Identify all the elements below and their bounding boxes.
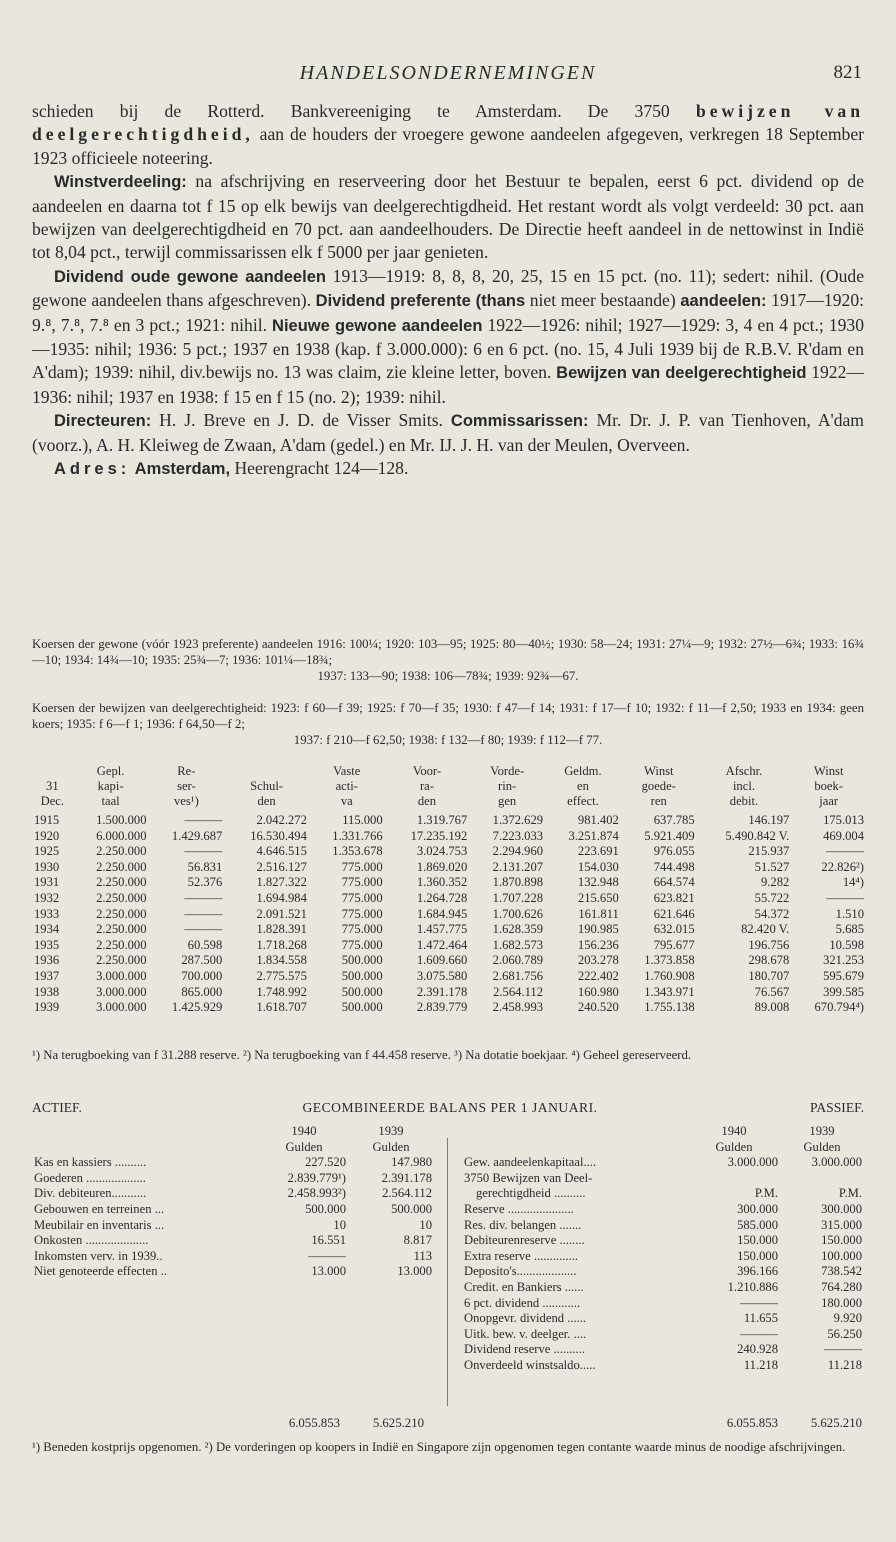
- table-cell: 1915: [34, 813, 60, 827]
- balance-value: 56.250: [827, 1326, 862, 1341]
- table-cell: 2.294.960: [492, 844, 544, 859]
- table-cell: 240.520: [577, 1000, 619, 1015]
- history-column-header: Winst boek- jaar: [813, 764, 844, 808]
- table-cell: ———: [184, 890, 223, 905]
- table-cell: ———: [184, 844, 223, 859]
- balance-label: Reserve .....................: [464, 1201, 574, 1216]
- balance-label: Goederen ...................: [34, 1170, 146, 1185]
- table-cell: 1920: [34, 828, 60, 843]
- table-cell: 10.598: [829, 937, 864, 952]
- table-cell: 132.948: [577, 875, 619, 890]
- table-cell: 2.042.272: [256, 813, 307, 827]
- table-cell: 1.869.020: [416, 859, 468, 874]
- table-cell: 1.472.464: [416, 937, 468, 952]
- table-cell: 1931: [34, 875, 60, 890]
- table-cell: 287.500: [181, 953, 223, 968]
- table-cell: 115.000: [342, 813, 383, 827]
- koersen-bewijzen: Koersen der bewijzen van deelgerechtigheid: 1923: f 60—f 39; 1925: f 70—f 35; 1930: f 47—f 14; 1931: f 17—f 10; 1932: f 11—f 2,50; 1933 en 1934: geen koers; 1935: f 6—f 1; 1936: f 64,50—f 2; 1937: f 210—f 62,50; 1938: f 132—f 80; 1939: f 112—f 77.: [32, 701, 864, 748]
- balance-value: 150.000: [821, 1233, 862, 1248]
- balance-row: [32, 1186, 434, 1202]
- balance-row: [462, 1155, 864, 1171]
- table-cell: 190.985: [577, 922, 619, 937]
- table-cell: 500.000: [341, 984, 383, 999]
- table-cell: 1.870.898: [492, 875, 544, 890]
- table-cell: 60.598: [187, 937, 223, 952]
- table-cell: 664.574: [653, 875, 695, 890]
- table-cell: 1.748.992: [256, 984, 307, 999]
- balance-value: 180.000: [821, 1295, 862, 1310]
- paragraph-dividend: Dividend oude gewone aandeelen 1913—1919: 8, 8, 8, 20, 25, 15 en 15 pct. (no. 11); sedert: nihil. (Oude gewone aandeelen thans afgeschreven). Dividend preferente (thans niet meer bestaande) aandeelen: 1917—1920: 9.⁸, 7.⁸, 7.⁸ en 3 pct.; 1921: nihil. Nieuwe gewone aandeelen 1922—1926: nihil; 1927—1929: 3, 4 en 4 pct.; 1930—1935: nihil; 1936: 5 pct.; 1937 en 1938 (kap. f 3.000.000): 6 en 6 pct. (no. 15, 4 Juli 1939 bij de R.B.V. R'dam en A'dam); 1939: nihil, div.bewijs no. 13 was claim, zie kleine letter, boven. Bewijzen van deelgerechtigheid 1922—1936: nihil; 1937 en 1938: f 15 en f 15 (no. 2); 1939: nihil.: [32, 265, 865, 407]
- table-cell: 775.000: [341, 875, 383, 890]
- table-cell: ———: [184, 922, 223, 937]
- balance-value: ———: [740, 1326, 778, 1341]
- table-cell: 775.000: [341, 890, 383, 905]
- table-cell: 775.000: [341, 937, 383, 952]
- table-cell: 146.197: [748, 813, 790, 827]
- balance-row: [32, 1171, 434, 1187]
- balance-value: P.M.: [838, 1186, 862, 1201]
- balance-value: [780, 1171, 864, 1187]
- balance-label: gerechtigdheid ..........: [476, 1186, 586, 1201]
- balance-label: Div. debiteuren...........: [34, 1186, 147, 1201]
- balance-row: [462, 1311, 864, 1327]
- table-cell: 2.458.993: [492, 1000, 544, 1015]
- balance-label: Res. div. belangen .......: [464, 1217, 582, 1232]
- balance-value: 11.218: [743, 1357, 778, 1372]
- balance-row: [462, 1186, 864, 1202]
- balance-value: 10: [419, 1217, 432, 1232]
- table-cell: 17.235.192: [410, 828, 468, 843]
- balance-value: 2.458.993²): [287, 1186, 346, 1201]
- balance-value: 500.000: [305, 1201, 346, 1216]
- balance-row: [462, 1342, 864, 1358]
- history-column-header: Voor- ra- den: [412, 764, 442, 808]
- table-row: [32, 985, 866, 1001]
- table-cell: 700.000: [181, 968, 223, 983]
- paragraph-directie: Directeuren: H. J. Breve en J. D. de Visser Smits. Commissarissen: Mr. Dr. J. P. van Tienhoven, A'dam (voorz.), A. H. Kleiweg de Zwaan, A'dam (gedel.) en Mr. IJ. J. H. van der Meulen, Overveen.: [32, 410, 864, 455]
- balance-label: Niet genoteerde effecten ..: [34, 1264, 167, 1279]
- table-cell: 1.510: [835, 906, 864, 921]
- balance-value: [688, 1171, 780, 1187]
- total-actief-1940: 6.055.853: [288, 1416, 340, 1430]
- table-cell: 623.821: [653, 890, 695, 905]
- balance-label: Kas en kassiers ..........: [34, 1155, 147, 1170]
- balance-value: 227.520: [305, 1155, 346, 1170]
- balance-value: 8.817: [403, 1233, 432, 1248]
- balance-row: [462, 1202, 864, 1218]
- history-table: [32, 764, 866, 1016]
- balance-value: 764.280: [821, 1279, 862, 1294]
- table-cell: 223.691: [577, 844, 619, 859]
- table-cell: 1935: [34, 937, 60, 952]
- table-cell: 52.376: [187, 875, 223, 890]
- table-cell: 321.253: [823, 953, 864, 968]
- table-cell: 469.004: [823, 828, 864, 843]
- unit-header-row: Gulden Gulden: [715, 1139, 841, 1154]
- table-cell: 2.091.521: [256, 906, 307, 921]
- table-cell: 500.000: [341, 953, 383, 968]
- history-column-header: Schul- den: [250, 779, 284, 808]
- table-cell: 1.429.687: [171, 828, 223, 843]
- table-cell: 2.775.575: [256, 968, 307, 983]
- balance-actief: [32, 1124, 434, 1280]
- table-cell: 5.685: [835, 922, 864, 937]
- table-row: [32, 829, 866, 845]
- balance-value: 3.000.000: [811, 1155, 862, 1170]
- table-row: [32, 953, 866, 969]
- table-cell: 215.650: [577, 890, 619, 905]
- table-cell: 981.402: [577, 813, 619, 827]
- table-cell: 1.264.728: [416, 890, 468, 905]
- table-cell: 196.756: [748, 937, 790, 952]
- table-cell: 51.527: [754, 859, 790, 874]
- table-cell: 16.530.494: [250, 828, 307, 843]
- balance-value: ———: [824, 1342, 862, 1357]
- table-row: [32, 813, 866, 829]
- history-column-header: Gepl. kapi- taal: [96, 764, 125, 808]
- balance-value: P.M.: [754, 1186, 778, 1201]
- table-row: [32, 907, 866, 923]
- table-cell: 1930: [34, 859, 60, 874]
- balance-value: 2.564.112: [382, 1186, 432, 1201]
- balance-row: [462, 1249, 864, 1265]
- table-cell: ———: [184, 906, 223, 921]
- balance-label: Dividend reserve ..........: [464, 1342, 586, 1357]
- history-column-header: Geldm. en effect.: [564, 764, 602, 808]
- balance-value: 315.000: [821, 1217, 862, 1232]
- balance-value: 396.166: [737, 1264, 778, 1279]
- passief-label: PASSIEF.: [810, 1100, 864, 1115]
- total-passief-1939: 5.625.210: [810, 1416, 862, 1430]
- table-cell: 2.060.789: [492, 953, 544, 968]
- table-cell: 2.250.000: [96, 953, 147, 968]
- balance-value: ———: [740, 1295, 778, 1310]
- balance-label: Uitk. bew. v. deelger. ....: [464, 1326, 587, 1341]
- table-cell: 2.250.000: [96, 922, 147, 937]
- total-passief-1940: 6.055.853: [726, 1416, 778, 1430]
- table-cell: 1.684.945: [416, 906, 468, 921]
- table-cell: 775.000: [341, 922, 383, 937]
- table-cell: 399.585: [823, 984, 864, 999]
- table-row: [32, 938, 866, 954]
- table-cell: 55.722: [754, 890, 790, 905]
- table-cell: 1.425.929: [171, 1000, 223, 1015]
- balance-label: Onverdeeld winstsaldo.....: [464, 1357, 596, 1372]
- table-cell: 595.679: [823, 968, 864, 983]
- paragraph-bewijzen: schieden bij de Rotterd. Bankvereeniging te Amsterdam. De 3750 bewijzen van deelgerechtigdheid, aan de houders der vroegere gewone aandeelen afgegeven, verkregen 18 September 1923 officieele noteering.: [32, 101, 864, 168]
- table-cell: 3.024.753: [416, 844, 468, 859]
- table-cell: 500.000: [341, 968, 383, 983]
- history-header-row: [32, 764, 866, 809]
- balance-value: 11.655: [743, 1311, 778, 1326]
- table-cell: 1933: [34, 906, 60, 921]
- balance-row: [462, 1233, 864, 1249]
- table-cell: 2.250.000: [96, 844, 147, 859]
- balance-row: [32, 1264, 434, 1280]
- balance-value: 300.000: [737, 1201, 778, 1216]
- table-cell: 1.457.775: [416, 922, 468, 937]
- balance-value: 100.000: [821, 1248, 862, 1263]
- balance-row: [462, 1218, 864, 1234]
- table-cell: 7.223.033: [492, 828, 544, 843]
- balance-value: 113: [413, 1248, 432, 1263]
- balance-row: [32, 1218, 434, 1234]
- table-cell: 1.319.767: [416, 813, 468, 827]
- table-cell: ———: [826, 844, 864, 859]
- table-cell: 1.700.626: [492, 906, 544, 921]
- table-cell: 89.008: [754, 1000, 790, 1015]
- history-column-header: Re- ser- ves¹): [174, 764, 199, 808]
- balance-value: 9.920: [833, 1311, 862, 1326]
- table-cell: 2.391.178: [416, 984, 468, 999]
- year-header-row: 1940 1939: [721, 1124, 835, 1138]
- balance-label: Debiteurenreserve ........: [464, 1233, 585, 1248]
- table-cell: ———: [826, 890, 864, 905]
- balance-row: [462, 1296, 864, 1312]
- table-cell: 1938: [34, 984, 60, 999]
- table-cell: 6.000.000: [96, 828, 147, 843]
- table-cell: 298.678: [748, 953, 790, 968]
- balance-label: Extra reserve ..............: [464, 1248, 579, 1263]
- balance-row: [462, 1358, 864, 1374]
- table-cell: 1.707.228: [492, 890, 544, 905]
- table-cell: 203.278: [577, 953, 619, 968]
- table-cell: 1934: [34, 922, 60, 937]
- table-cell: 976.055: [653, 844, 695, 859]
- table-cell: 3.251.874: [568, 828, 619, 843]
- balance-value: 10: [333, 1217, 346, 1232]
- balance-value: 11.218: [827, 1357, 862, 1372]
- table-cell: 5.490.842 V.: [725, 828, 790, 843]
- table-cell: 154.030: [577, 859, 619, 874]
- table-cell: 4.646.515: [256, 844, 307, 859]
- table-cell: 2.516.127: [256, 859, 307, 874]
- balance-label: Onopgevr. dividend ......: [464, 1311, 587, 1326]
- table-cell: 3.000.000: [96, 1000, 147, 1015]
- table-cell: 1.373.858: [644, 953, 695, 968]
- table-cell: 1.500.000: [96, 813, 147, 827]
- table-cell: 1.755.138: [644, 1000, 695, 1015]
- table-cell: 2.250.000: [96, 937, 147, 952]
- table-cell: 1.827.322: [256, 875, 307, 890]
- table-cell: 3.075.580: [416, 968, 468, 983]
- total-actief-1939: 5.625.210: [372, 1416, 424, 1430]
- table-cell: 3.000.000: [96, 968, 147, 983]
- table-row: [32, 922, 866, 938]
- table-cell: 1.331.766: [332, 828, 383, 843]
- balance-label: 6 pct. dividend ............: [464, 1295, 581, 1310]
- balance-value: ———: [308, 1248, 346, 1263]
- table-cell: 2.839.779: [416, 1000, 468, 1015]
- actief-label: ACTIEF.: [32, 1100, 82, 1115]
- table-cell: 1.682.573: [492, 937, 544, 952]
- balance-label: Deposito's...................: [464, 1264, 577, 1279]
- balance-value: 300.000: [821, 1201, 862, 1216]
- table-cell: 1.360.352: [416, 875, 468, 890]
- balance-value: 147.980: [391, 1155, 432, 1170]
- balance-value: 13.000: [397, 1264, 432, 1279]
- table-row: [32, 969, 866, 985]
- balance-row: [32, 1202, 434, 1218]
- balance-value: 2.839.779¹): [287, 1170, 346, 1185]
- koersen-gewone: Koersen der gewone (vóór 1923 preferente) aandeelen 1916: 100¼; 1920: 103—95; 1925: 80—40½; 1930: 58—24; 1931: 27¼—9; 1932: 27½—6¾; 1933: 16¾—10; 1934: 14¾—10; 1935: 25¾—7; 1936: 101¼—18¾; 1937: 133—90; 1938: 106—78¾; 1939: 92¾—67.: [32, 637, 864, 684]
- table-cell: 1.760.908: [644, 968, 695, 983]
- balance-label: Gew. aandeelenkapitaal....: [464, 1155, 597, 1170]
- balance-value: 585.000: [737, 1217, 778, 1232]
- table-cell: 2.681.756: [492, 968, 544, 983]
- table-cell: 1.618.707: [256, 1000, 307, 1015]
- table-cell: 621.646: [653, 906, 695, 921]
- unit-header-row: Gulden Gulden: [285, 1139, 410, 1154]
- balance-value: 1.210.886: [727, 1279, 778, 1294]
- table-cell: 2.131.207: [492, 859, 544, 874]
- table-cell: 1.828.391: [256, 922, 307, 937]
- balance-row: [462, 1327, 864, 1343]
- table-cell: 82.420 V.: [741, 922, 790, 937]
- table-cell: 2.250.000: [96, 875, 147, 890]
- balance-value: 2.391.178: [381, 1170, 432, 1185]
- table-cell: 2.250.000: [96, 859, 147, 874]
- balance-value: 738.542: [821, 1264, 862, 1279]
- balance-label: Credit. en Bankiers ......: [464, 1279, 584, 1294]
- balance-row: [32, 1249, 434, 1265]
- balance-value: 500.000: [391, 1201, 432, 1216]
- table-cell: 9.282: [760, 875, 790, 890]
- history-column-header: Vorde- rin- gen: [490, 764, 525, 808]
- history-column-header: Winst goede- ren: [641, 764, 676, 808]
- table-row: [32, 875, 866, 891]
- table-cell: 1.628.359: [492, 922, 544, 937]
- table-row: [32, 891, 866, 907]
- table-cell: 2.564.112: [493, 984, 544, 999]
- balance-row: [462, 1171, 864, 1187]
- table-cell: 1.609.660: [416, 953, 468, 968]
- footnote-balance: ¹) Beneden kostprijs opgenomen. ²) De vorderingen op koopers in Indië en Singapore zijn opgenomen tegen contante waarde minus de noodige afschrijvingen.: [32, 1440, 846, 1454]
- balance-value: 150.000: [737, 1248, 778, 1263]
- table-cell: 14⁴): [842, 875, 864, 890]
- table-cell: 76.567: [754, 984, 790, 999]
- history-column-header: Vaste acti- va: [333, 764, 361, 808]
- table-cell: 1.343.971: [644, 984, 695, 999]
- balance-label: Gebouwen en terreinen ...: [34, 1201, 165, 1216]
- table-cell: 775.000: [341, 859, 383, 874]
- balance-row: [462, 1264, 864, 1280]
- table-cell: 215.937: [748, 844, 790, 859]
- table-cell: 1932: [34, 890, 60, 905]
- balance-label: Inkomsten verv. in 1939..: [34, 1248, 163, 1263]
- table-cell: 54.372: [754, 906, 790, 921]
- paragraph-adres: Adres: Amsterdam, Heerengracht 124—128.: [54, 458, 409, 479]
- table-cell: 744.498: [653, 859, 695, 874]
- table-cell: 56.831: [187, 859, 223, 874]
- table-cell: ———: [184, 813, 223, 827]
- table-cell: 22.826²): [821, 859, 864, 874]
- balance-divider: [447, 1138, 448, 1406]
- history-column-header: Afschr. incl. debit.: [725, 764, 763, 808]
- table-cell: 156.236: [577, 937, 619, 952]
- balance-passief: [462, 1124, 864, 1374]
- table-cell: 865.000: [181, 984, 223, 999]
- history-column-header: 31 Dec.: [40, 779, 65, 808]
- table-cell: 5.921.409: [644, 828, 695, 843]
- table-row: [32, 860, 866, 876]
- paragraph-winstverdeeling: Winstverdeeling: na afschrijving en reserveering door het Bestuur te bepalen, eerst 6 pct. dividend op de aandeelen en daarna tot f 15 op elk bewijs van deelgerechtigdheid. Het restant wordt als volgt verdeeld: 30 pct. aan bewijzen van deelgerechtigdheid en 70 pct. aan aandeelhouders. De Directie heeft aandeel in de nettowinst in Indië tot 8,04 pct., terwijl commissarissen elk f 5000 per jaar genieten.: [32, 171, 864, 263]
- table-cell: 670.794⁴): [814, 1000, 864, 1015]
- balance-row: [32, 1233, 434, 1249]
- table-cell: 3.000.000: [96, 984, 147, 999]
- balance-value: 3.000.000: [727, 1155, 778, 1170]
- table-cell: 1936: [34, 953, 60, 968]
- balance-value: 240.928: [737, 1342, 778, 1357]
- body-text: [32, 100, 864, 482]
- table-cell: 1925: [34, 844, 60, 859]
- table-cell: 222.402: [577, 968, 619, 983]
- balance-label: Meubilair en inventaris ...: [34, 1217, 165, 1232]
- year-header-row: 1940 1939: [291, 1124, 404, 1138]
- balance-title: GECOMBINEERDE BALANS PER 1 JANUARI.: [302, 1100, 598, 1115]
- table-cell: 637.785: [653, 813, 695, 827]
- table-cell: 160.980: [577, 984, 619, 999]
- running-title: HANDELSONDERNEMINGEN: [299, 62, 597, 84]
- table-cell: 1.718.268: [256, 937, 307, 952]
- table-cell: 175.013: [823, 813, 864, 827]
- table-cell: 795.677: [653, 937, 695, 952]
- table-cell: 775.000: [341, 906, 383, 921]
- table-cell: 632.015: [653, 922, 695, 937]
- balance-label: 3750 Bewijzen van Deel-: [464, 1170, 593, 1185]
- table-cell: 1.834.558: [256, 953, 307, 968]
- balance-row: [32, 1155, 434, 1171]
- page-number: 821: [833, 62, 862, 83]
- balance-label: Onkosten ....................: [34, 1233, 149, 1248]
- table-cell: 1.372.629: [492, 813, 544, 827]
- table-cell: 2.250.000: [96, 890, 147, 905]
- table-cell: 2.250.000: [96, 906, 147, 921]
- balance-value: 16.551: [311, 1233, 346, 1248]
- table-cell: 500.000: [341, 1000, 383, 1015]
- table-row: [32, 1000, 866, 1016]
- table-cell: 1.353.678: [332, 844, 383, 859]
- table-cell: 1937: [34, 968, 60, 983]
- page-header: [0, 62, 896, 88]
- table-cell: 1939: [34, 1000, 60, 1015]
- table-cell: 161.811: [578, 906, 619, 921]
- balance-value: 13.000: [311, 1264, 346, 1279]
- table-cell: 1.694.984: [256, 890, 307, 905]
- footnote-history: ¹) Na terugboeking van f 31.288 reserve. ²) Na terugboeking van f 44.458 reserve. ³) Na dotatie boekjaar. ⁴) Geheel gereserveerd.: [32, 1048, 692, 1062]
- balance-value: 150.000: [737, 1233, 778, 1248]
- table-row: [32, 844, 866, 860]
- table-cell: 180.707: [748, 968, 790, 983]
- balance-row: [462, 1280, 864, 1296]
